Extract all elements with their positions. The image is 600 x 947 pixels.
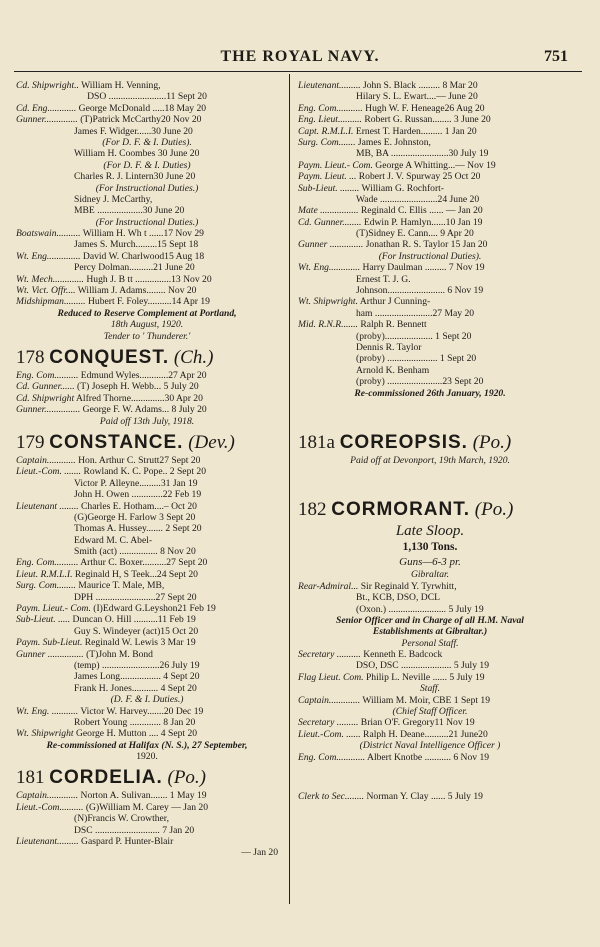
rank-label: Secretary .......... xyxy=(298,649,361,661)
header-rule xyxy=(14,71,582,72)
rank-label: Gunner............... xyxy=(16,404,81,416)
officer-entry: Kenneth E. Badcock xyxy=(363,649,443,661)
officer-entry: Edmund Wyles............27 Apr 20 xyxy=(80,369,207,381)
roster-entry xyxy=(16,80,278,91)
italic-note: 18th August, 1920. xyxy=(110,319,184,331)
officer-entry: Maurice T. Male, MB, xyxy=(78,580,165,592)
officer-entry: Hubert F. Foley..........14 Apr 19 xyxy=(87,296,210,308)
italic-note: Gibraltar. xyxy=(410,569,450,581)
rank-label: Mate ................ xyxy=(298,205,359,217)
officer-entry: (G)William M. Carey — Jan 20 xyxy=(85,801,209,813)
rank-label: Paym. Lieut. ... xyxy=(298,171,357,183)
officer-entry: Rowland K. C. Pope.. 2 Sept 20 xyxy=(83,466,207,478)
roster-entry xyxy=(16,296,278,307)
roster-entry xyxy=(298,581,562,592)
left-column xyxy=(16,80,278,859)
rank-label: Gunner .............. xyxy=(298,239,364,251)
officer-entry: Hon. Arthur C. Strutt27 Sept 20 xyxy=(78,454,201,466)
ship-name: COREOPSIS. xyxy=(339,431,468,453)
running-header-title: THE ROYAL NAVY. xyxy=(220,48,380,65)
italic-note: (For Instructional Duties.) xyxy=(95,216,199,228)
rank-label: Cd. Shipwright xyxy=(16,392,75,404)
officer-entry: Reginald W. Lewis 3 Mar 19 xyxy=(84,637,196,649)
page-number: 751 xyxy=(544,48,568,65)
ship-number: 181a xyxy=(298,431,335,453)
roster-entry xyxy=(16,836,278,847)
rank-label: Sub-Lieut. ..... xyxy=(16,614,71,626)
roster-entry xyxy=(298,319,562,330)
roster-entry xyxy=(16,569,278,580)
roster-continuation: (Oxon.) ........................ 5 July 19 xyxy=(356,603,484,615)
rank-label: Wt. Shipwright xyxy=(16,728,74,740)
roster-continuation: Frank H. Jones........... 4 Sept 20 xyxy=(74,682,197,694)
rank-label: Paym. Sub-Lieut. xyxy=(16,637,83,649)
roster-entry xyxy=(16,637,278,648)
right-column xyxy=(298,80,562,802)
roster-entry xyxy=(16,370,278,381)
roster-entry xyxy=(16,114,278,125)
officer-entry: Norton A. Sulivan....... 1 May 19 xyxy=(80,790,207,802)
rank-label: Wt. Eng............. xyxy=(298,262,361,274)
roster-entry xyxy=(298,103,562,114)
roster-entry xyxy=(16,580,278,591)
roster-entry xyxy=(298,217,562,228)
roster-continuation: Robert Young ............. 8 Jan 20 xyxy=(74,716,196,728)
roster-entry xyxy=(298,672,562,683)
officer-entry: George McDonald .....18 May 20 xyxy=(78,102,207,114)
roster-entry xyxy=(298,717,562,728)
rank-label: Surg. Com........ xyxy=(16,580,76,592)
roster-continuation: Bt., KCB, DSO, DCL xyxy=(356,592,440,604)
roster-entry xyxy=(298,80,562,91)
officer-entry: Duncan O. Hill ..........11 Feb 19 xyxy=(72,614,196,626)
roster-continuation: (proby).................... 1 Sept 20 xyxy=(356,330,472,342)
rank-label: Eng. Com.......... xyxy=(16,369,79,381)
roster-continuation: Hilary S. L. Ewart....— June 20 xyxy=(356,91,478,103)
italic-note: (For Instructional Duties.) xyxy=(95,182,199,194)
roster-entry xyxy=(298,114,562,125)
rank-label: Lieut.-Com. ...... xyxy=(298,728,361,740)
rank-label: Cd. Gunner...... xyxy=(16,381,75,393)
roster-continuation: MB, BA ........................30 July 19 xyxy=(356,148,489,160)
roster-entry xyxy=(16,228,278,239)
officer-entry: William H. Wh t ......17 Nov 29 xyxy=(82,228,204,240)
ship-port: (Po.) xyxy=(167,767,207,789)
commission-note: Senior Officer and in Charge of all H.M. Naval xyxy=(336,614,524,626)
rank-label: Wt. Shipwright. xyxy=(298,296,358,308)
rank-label: Eng. Com.......... xyxy=(16,557,79,569)
italic-note: (District Naval Intelligence Officer ) xyxy=(359,740,501,752)
roster-continuation: Ernest T. J. G. xyxy=(356,273,411,285)
ship-port: (Po.) xyxy=(472,431,512,453)
ship-heading xyxy=(298,498,562,522)
roster-entry xyxy=(298,137,562,148)
roster-entry xyxy=(298,160,562,171)
roster-entry xyxy=(16,649,278,660)
officer-entry: (T) Joseph H. Webb... 5 July 20 xyxy=(77,381,199,393)
roster-continuation: Johnson........................ 6 Nov 19 xyxy=(356,285,484,297)
officer-entry: Hugh J. B tt ...............13 Nov 20 xyxy=(86,273,212,285)
rank-label: Paym. Lieut.- Com. xyxy=(16,603,91,615)
roster-continuation: Edward M. C. Abel- xyxy=(74,534,153,546)
roster-entry xyxy=(298,171,562,182)
rank-label: Lieut. R.M.L.I. xyxy=(16,568,73,580)
roster-continuation: Victor P. Alleyne.........31 Jan 19 xyxy=(74,477,198,489)
roster-entry xyxy=(298,729,562,740)
rank-label: Wt. Eng.............. xyxy=(16,250,81,262)
rank-label: Wt. Vict. Offr.... xyxy=(16,285,76,297)
roster-continuation: (G)George H. Farlow 3 Sept 20 xyxy=(74,511,196,523)
officer-entry: Robert G. Russan........ 3 June 20 xyxy=(364,114,491,126)
roster-entry xyxy=(298,126,562,137)
officer-entry: Ralph H. Deane..........21 June20 xyxy=(363,728,488,740)
rank-label: Boatswain.......... xyxy=(16,228,81,240)
centered-note: 1920. xyxy=(136,751,158,763)
officer-entry: John S. Black ......... 8 Mar 20 xyxy=(363,80,478,91)
rank-label: Lieutenant......... xyxy=(16,836,79,848)
rank-label: Eng. Com............ xyxy=(298,751,366,763)
roster-entry xyxy=(16,501,278,512)
roster-continuation: Sidney J. McCarthy, xyxy=(74,193,153,205)
roster-entry xyxy=(16,404,278,415)
roster-continuation: Charles R. J. Lintern30 June 20 xyxy=(74,171,196,183)
rank-label: Lieut.-Com.......... xyxy=(16,801,84,813)
roster-entry xyxy=(298,183,562,194)
roster-continuation: Dennis R. Taylor xyxy=(356,341,422,353)
italic-note: Paid off at Devonport, 19th March, 1920. xyxy=(350,454,510,466)
officer-entry: James E. Johnston, xyxy=(357,136,431,148)
rank-label: Flag Lieut. Com. xyxy=(298,671,364,683)
ship-name: CORDELIA. xyxy=(49,767,163,789)
roster-continuation: (temp) ........................26 July 19 xyxy=(74,659,200,671)
rank-label: Captain............. xyxy=(16,790,79,802)
officer-entry: George F. W. Adams... 8 July 20 xyxy=(82,404,207,416)
officer-entry: Gaspard P. Hunter-Blair xyxy=(81,836,174,848)
roster-continuation: William H. Coombes 30 June 20 xyxy=(74,148,200,160)
roster-continuation: DSC ........................... 7 Jan 20 xyxy=(74,824,195,836)
rank-label: Eng. Lieut.......... xyxy=(298,114,362,126)
ship-name: CORMORANT. xyxy=(331,499,471,521)
rank-label: Gunner.............. xyxy=(16,114,78,126)
roster-entry xyxy=(298,752,562,763)
italic-note: (For Instructional Duties). xyxy=(378,250,482,262)
ship-number: 178 xyxy=(16,346,45,368)
officer-entry: William M. Moir, CBE 1 Sept 19 xyxy=(362,694,491,706)
rank-label: Surg. Com....... xyxy=(298,136,356,148)
rank-label: Sub-Lieut. ........ xyxy=(298,182,360,194)
roster-entry xyxy=(16,103,278,114)
officer-entry: Hugh W. F. Heneage26 Aug 20 xyxy=(365,102,485,114)
rank-label: Captain............. xyxy=(298,694,361,706)
italic-note: (D. F. & I. Duties.) xyxy=(110,694,184,706)
roster-entry xyxy=(16,728,278,739)
roster-entry xyxy=(298,695,562,706)
roster-continuation: Wade ........................24 June 20 xyxy=(356,193,480,205)
roster-entry xyxy=(16,802,278,813)
roster-continuation: James S. Murch.........15 Sept 18 xyxy=(74,239,199,251)
ship-heading xyxy=(16,766,278,790)
officer-entry: Norman Y. Clay ...... 5 July 19 xyxy=(366,790,483,802)
officer-entry: (T)Patrick McCarthy20 Nov 20 xyxy=(80,114,202,126)
date-continuation: — Jan 20 xyxy=(241,847,278,859)
rank-label: Rear-Admiral... xyxy=(298,580,359,592)
roster-entry xyxy=(16,274,278,285)
officer-entry: Ralph R. Bennett xyxy=(360,319,427,331)
officer-entry: Sir Reginald Y. Tyrwhitt, xyxy=(360,580,457,592)
rank-label: Capt. R.M.L.I. xyxy=(298,125,354,137)
ship-name: CONSTANCE. xyxy=(49,431,184,453)
commission-note: Reduced to Reserve Complement at Portland, xyxy=(57,307,237,319)
rank-label: Lieutenant ........ xyxy=(16,500,79,512)
ship-guns: Guns—6-3 pr. xyxy=(399,556,461,569)
roster-entry xyxy=(298,205,562,216)
rank-label: Secretary ......... xyxy=(298,717,359,729)
roster-continuation: James Long................. 4 Sept 20 xyxy=(74,671,200,683)
officer-entry: (I)Edward G.Leyshon21 Feb 19 xyxy=(93,603,216,615)
roster-continuation: (N)Francis W. Crowther, xyxy=(74,813,170,825)
roster-entry xyxy=(16,603,278,614)
commission-note: Establishments at Gibraltar.) xyxy=(372,626,488,638)
roster-entry xyxy=(16,614,278,625)
rank-label: Cd. Shipwright.. xyxy=(16,80,79,91)
column-divider xyxy=(289,74,290,904)
officer-entry: George A Whitting...— Nov 19 xyxy=(375,159,496,171)
roster-continuation: Guy S. Windeyer (act)15 Oct 20 xyxy=(74,625,199,637)
ship-port: (Po.) xyxy=(474,499,514,521)
roster-entry xyxy=(298,239,562,250)
roster-continuation: MBE ...................30 June 20 xyxy=(74,205,185,217)
ship-port: (Dev.) xyxy=(188,431,235,453)
rank-label: Gunner ............... xyxy=(16,648,84,660)
roster-entry xyxy=(16,251,278,262)
commission-note: Re-commissioned 26th January, 1920. xyxy=(354,387,506,399)
officer-entry: Victor W. Harvey.......20 Dec 19 xyxy=(80,705,204,717)
section-gap xyxy=(298,763,562,791)
officer-entry: Reginald C. Ellis ...... — Jan 20 xyxy=(360,205,483,217)
rank-label: Midshipman......... xyxy=(16,296,86,308)
ship-heading xyxy=(16,431,278,455)
italic-note: (For D. F. & I. Duties) xyxy=(103,159,191,171)
officer-entry: Arthur C. Boxer..........27 Sept 20 xyxy=(80,557,208,569)
roster-continuation: DSO, DSC ..................... 5 July 19 xyxy=(356,660,489,672)
commission-note: Re-commissioned at Halifax (N. S.), 27 September, xyxy=(46,739,248,751)
ship-number: 181 xyxy=(16,767,45,789)
officer-entry: William J. Adams........ Nov 20 xyxy=(77,285,197,297)
roster-continuation: (proby) .......................23 Sept 20 xyxy=(356,376,484,388)
section-gap xyxy=(298,399,562,427)
officer-entry: Charles E. Hotham....– Oct 20 xyxy=(81,500,197,512)
officer-entry: Arthur J Cunning- xyxy=(359,296,431,308)
roster-entry xyxy=(16,285,278,296)
officer-entry: Edwin P. Hamlyn......10 Jan 19 xyxy=(363,216,483,228)
officer-entry: Robert J. V. Spurway 25 Oct 20 xyxy=(358,171,481,183)
officer-entry: Philip L. Neville ...... 5 July 19 xyxy=(365,671,485,683)
roster-continuation: (T)Sidney E. Cann.... 9 Apr 20 xyxy=(356,228,474,240)
section-gap xyxy=(298,466,562,494)
rank-label: Wt. Eng. ........... xyxy=(16,705,79,717)
centered-note: DSO ........................11 Sept 20 xyxy=(87,91,207,103)
ship-heading xyxy=(16,346,278,370)
officer-entry: Reginald H, S Teek...24 Sept 20 xyxy=(74,568,198,580)
roster-continuation: ham ........................27 May 20 xyxy=(356,307,475,319)
roster-entry xyxy=(16,706,278,717)
roster-continuation: Thomas A. Hussey....... 2 Sept 20 xyxy=(74,523,202,535)
italic-note: Tender to ' Thunderer.' xyxy=(103,330,191,342)
ship-tonnage: 1,130 Tons. xyxy=(402,541,458,554)
officer-entry: Brian O'F. Gregory11 Nov 19 xyxy=(360,717,475,729)
roster-continuation: DPH .........................27 Sept 20 xyxy=(74,591,197,603)
italic-note: Staff. xyxy=(420,683,440,695)
rank-label: Captain............ xyxy=(16,454,76,466)
rank-label: Cd. Gunner........ xyxy=(298,216,362,228)
rank-label: Lieutenant......... xyxy=(298,80,361,91)
roster-entry xyxy=(16,393,278,404)
ship-name: CONQUEST. xyxy=(49,346,170,368)
ship-type: Late Sloop. xyxy=(395,523,465,540)
italic-note: Paid off 13th July, 1918. xyxy=(99,415,195,427)
roster-continuation: James F. Widger......30 June 20 xyxy=(74,125,193,137)
roster-entry xyxy=(16,381,278,392)
rank-label: Cd. Eng............ xyxy=(16,102,77,114)
officer-entry: David W. Charlwood15 Aug 18 xyxy=(82,250,205,262)
roster-continuation: Arnold K. Benham xyxy=(356,364,430,376)
officer-entry: William G. Rochfort- xyxy=(361,182,445,194)
roster-entry xyxy=(298,791,562,802)
rank-label: Wt. Mech............. xyxy=(16,273,84,285)
roster-continuation: Smith (act) ................ 8 Nov 20 xyxy=(74,546,196,558)
ship-heading xyxy=(298,431,562,455)
italic-note: Personal Staff. xyxy=(401,637,459,649)
officer-entry: Alfred Thorne..............30 Apr 20 xyxy=(75,392,203,404)
roster-entry xyxy=(16,557,278,568)
officer-entry: Jonathan R. S. Taylor 15 Jan 20 xyxy=(365,239,488,251)
ship-number: 182 xyxy=(298,499,327,521)
roster-entry xyxy=(16,466,278,477)
officer-entry: Albert Knotbe ........... 6 Nov 19 xyxy=(367,751,490,763)
ship-port: (Ch.) xyxy=(173,346,214,368)
rank-label: Clerk to Sec........ xyxy=(298,790,365,802)
rank-label: Paym. Lieut.- Com. xyxy=(298,159,373,171)
roster-continuation: John H. Owen .............22 Feb 19 xyxy=(74,489,202,501)
rank-label: Eng. Com........... xyxy=(298,102,363,114)
roster-entry xyxy=(298,296,562,307)
ship-number: 179 xyxy=(16,431,45,453)
officer-entry: William H. Venning, xyxy=(81,80,161,91)
italic-note: (For D. F. & I. Duties). xyxy=(102,136,192,148)
rank-label: Mid. R.N.R....... xyxy=(298,319,358,331)
officer-entry: Harry Daulman ......... 7 Nov 19 xyxy=(362,262,485,274)
roster-continuation: Percy Dolman..........21 June 20 xyxy=(74,262,195,274)
rank-label: Lieut.-Com. ....... xyxy=(16,466,82,478)
roster-continuation: (proby) ..................... 1 Sept 20 xyxy=(356,353,477,365)
roster-entry xyxy=(298,649,562,660)
officer-entry: (T)John M. Bond xyxy=(86,648,153,660)
officer-entry: George H. Mutton .... 4 Sept 20 xyxy=(75,728,198,740)
italic-note: (Chief Staff Officer. xyxy=(392,706,468,718)
roster-entry xyxy=(16,455,278,466)
roster-entry xyxy=(298,262,562,273)
officer-entry: Ernest T. Harden......... 1 Jan 20 xyxy=(355,125,477,137)
roster-entry xyxy=(16,790,278,801)
